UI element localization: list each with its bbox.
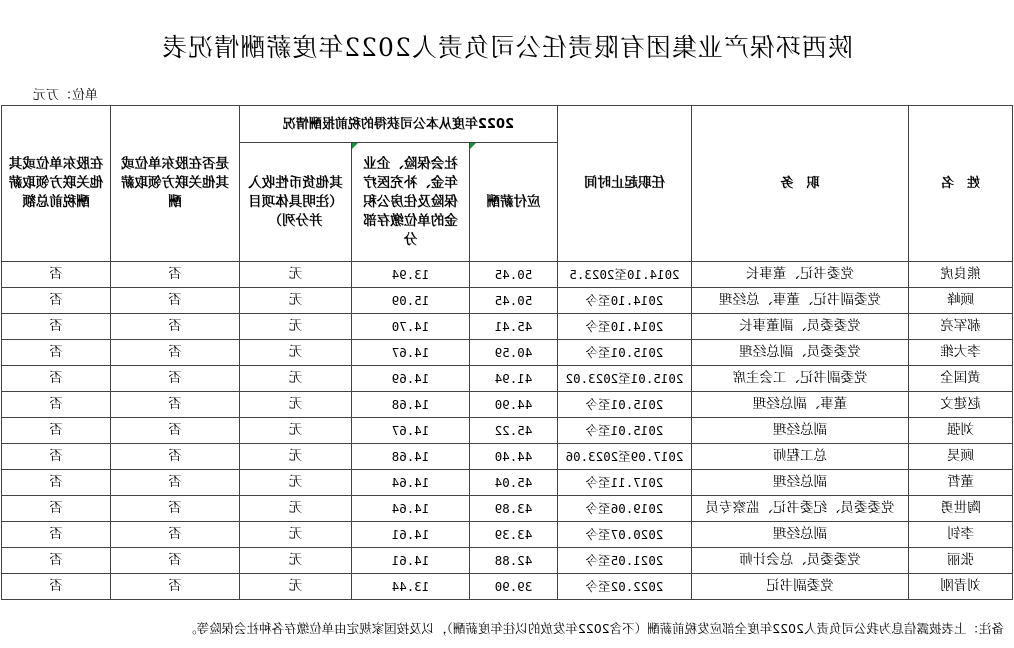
cell-term: 2014.10至今 (558, 288, 692, 314)
cell-salary: 43.39 (470, 522, 558, 548)
cell-total: 否 (2, 288, 111, 314)
cell-position: 副总经理 (692, 522, 909, 548)
cell-other: 无 (240, 288, 352, 314)
cell-position: 党委副书记、董事、总经理 (692, 288, 909, 314)
cell-other: 无 (240, 314, 352, 340)
cell-term: 2015.01至今 (558, 418, 692, 444)
cell-total: 否 (2, 574, 111, 600)
cell-total: 否 (2, 496, 111, 522)
cell-total: 否 (2, 392, 111, 418)
header-other: 其他货币性收入（注明具体项目并分列） (240, 143, 352, 262)
cell-other: 无 (240, 418, 352, 444)
table-row (2, 522, 1013, 548)
cell-name: 李大维 (909, 340, 1013, 366)
table-row (2, 470, 1013, 496)
cell-position: 副总经理 (692, 418, 909, 444)
header-total: 在股东单位或其他关联方领取薪酬税前总额 (2, 106, 111, 262)
cell-total: 否 (2, 470, 111, 496)
cell-name: 顾昊 (909, 444, 1013, 470)
cell-other-unit: 否 (111, 444, 240, 470)
header-name: 姓 名 (909, 106, 1013, 262)
cell-salary: 50.45 (470, 262, 558, 288)
header-position: 职 务 (692, 106, 909, 262)
cell-position: 副总经理 (692, 470, 909, 496)
cell-total: 否 (2, 444, 111, 470)
cell-total: 否 (2, 262, 111, 288)
cell-insurance: 14.67 (352, 418, 470, 444)
cell-insurance: 14.70 (352, 314, 470, 340)
cell-other: 无 (240, 470, 352, 496)
cell-term: 2017.09至2023.06 (558, 444, 692, 470)
cell-name: 顾峰 (909, 288, 1013, 314)
table-row (2, 392, 1013, 418)
cell-other: 无 (240, 366, 352, 392)
table-row (2, 444, 1013, 470)
cell-total: 否 (2, 522, 111, 548)
cell-term: 2020.07至今 (558, 522, 692, 548)
cell-position: 党委书记、董事长 (692, 262, 909, 288)
cell-name: 赵建文 (909, 392, 1013, 418)
cell-term: 2014.10至今 (558, 314, 692, 340)
cell-name: 刘强 (909, 418, 1013, 444)
cell-position: 党委委员、总会计师 (692, 548, 909, 574)
cell-term: 2014.10至2023.5 (558, 262, 692, 288)
cell-other-unit: 否 (111, 340, 240, 366)
cell-salary: 44.40 (470, 444, 558, 470)
unit-label: 单位：万元 (32, 88, 98, 103)
table-row (2, 574, 1013, 600)
cell-other: 无 (240, 522, 352, 548)
cell-other: 无 (240, 392, 352, 418)
cell-other: 无 (240, 496, 352, 522)
footnote: 备注：上表披露信息为我公司负责人2022年度全部应发税前薪酬（不含2022年发放的以往年度薪酬），以及按国家规定由单位缴存各种社会保险等。 (184, 621, 1004, 636)
cell-name: 黄国全 (909, 366, 1013, 392)
header-term: 任职起止时间 (558, 106, 692, 262)
cell-other: 无 (240, 340, 352, 366)
cell-salary: 43.89 (470, 496, 558, 522)
cell-salary: 50.45 (470, 288, 558, 314)
cell-other: 无 (240, 548, 352, 574)
table-row (2, 418, 1013, 444)
cell-name: 刘青刚 (909, 574, 1013, 600)
cell-salary: 45.22 (470, 418, 558, 444)
table-row (2, 262, 1013, 288)
cell-insurance: 14.67 (352, 340, 470, 366)
cell-salary: 45.04 (470, 470, 558, 496)
table-row (2, 548, 1013, 574)
cell-position: 总工程师 (692, 444, 909, 470)
cell-term: 2015.01至今 (558, 392, 692, 418)
cell-insurance: 14.61 (352, 522, 470, 548)
cell-position: 党委委员、副董事长 (692, 314, 909, 340)
cell-other-unit: 否 (111, 574, 240, 600)
cell-position: 党委委员、纪委书记、监察专员 (692, 496, 909, 522)
cell-term: 2022.02至今 (558, 574, 692, 600)
cell-name: 张丽 (909, 548, 1013, 574)
cell-other-unit: 否 (111, 548, 240, 574)
cell-salary: 42.88 (470, 548, 558, 574)
cell-name: 陶世勇 (909, 496, 1013, 522)
cell-insurance: 13.94 (352, 262, 470, 288)
page-title: 陕西环保产业集团有限责任公司负责人2022年度薪酬情况表 (161, 33, 853, 62)
cell-salary: 40.59 (470, 340, 558, 366)
header-group: 2022年度从本公司获得的税前报酬情况 (240, 106, 558, 143)
cell-name: 熊良虎 (909, 262, 1013, 288)
cell-total: 否 (2, 314, 111, 340)
cell-other-unit: 否 (111, 288, 240, 314)
cell-other: 无 (240, 262, 352, 288)
cell-term: 2015.01至2023.02 (558, 366, 692, 392)
cell-insurance: 14.68 (352, 392, 470, 418)
cell-insurance: 15.09 (352, 288, 470, 314)
cell-total: 否 (2, 340, 111, 366)
cell-position: 党委委员、副总经理 (692, 340, 909, 366)
cell-insurance: 14.68 (352, 444, 470, 470)
cell-position: 党委副书记 (692, 574, 909, 600)
cell-insurance: 14.61 (352, 548, 470, 574)
cell-insurance: 13.44 (352, 574, 470, 600)
cell-term: 2015.01至今 (558, 340, 692, 366)
header-row-1 (2, 106, 1013, 143)
cell-insurance: 14.64 (352, 470, 470, 496)
cell-other: 无 (240, 574, 352, 600)
header-other-unit: 是否在股东单位或其他关联方领取薪酬 (111, 106, 240, 262)
cell-total: 否 (2, 418, 111, 444)
cell-insurance: 14.64 (352, 496, 470, 522)
cell-other-unit: 否 (111, 366, 240, 392)
header-salary: 应付薪酬 (470, 143, 558, 262)
cell-position: 党委副书记、工会主席 (692, 366, 909, 392)
cell-other-unit: 否 (111, 262, 240, 288)
cell-other: 无 (240, 444, 352, 470)
cell-name: 郝军亮 (909, 314, 1013, 340)
cell-term: 2021.05至今 (558, 548, 692, 574)
table-row (2, 340, 1013, 366)
cell-other-unit: 否 (111, 522, 240, 548)
salary-table (1, 105, 1013, 600)
cell-name: 李钊 (909, 522, 1013, 548)
cell-salary: 44.90 (470, 392, 558, 418)
cell-name: 董哲 (909, 470, 1013, 496)
cell-term: 2017.11至今 (558, 470, 692, 496)
cell-other-unit: 否 (111, 418, 240, 444)
table-row (2, 496, 1013, 522)
cell-salary: 45.41 (470, 314, 558, 340)
cell-other-unit: 否 (111, 314, 240, 340)
cell-other-unit: 否 (111, 496, 240, 522)
cell-total: 否 (2, 548, 111, 574)
cell-term: 2019.06至今 (558, 496, 692, 522)
cell-position: 董事、副总经理 (692, 392, 909, 418)
cell-salary: 41.94 (470, 366, 558, 392)
cell-salary: 39.90 (470, 574, 558, 600)
cell-other-unit: 否 (111, 392, 240, 418)
table-row (2, 314, 1013, 340)
header-insurance: 社会保险、企业年金、补充医疗保险及住房公积金的单位缴存部分 (352, 143, 470, 262)
table-row (2, 366, 1013, 392)
cell-total: 否 (2, 366, 111, 392)
cell-other-unit: 否 (111, 470, 240, 496)
cell-insurance: 14.69 (352, 366, 470, 392)
table-row (2, 288, 1013, 314)
